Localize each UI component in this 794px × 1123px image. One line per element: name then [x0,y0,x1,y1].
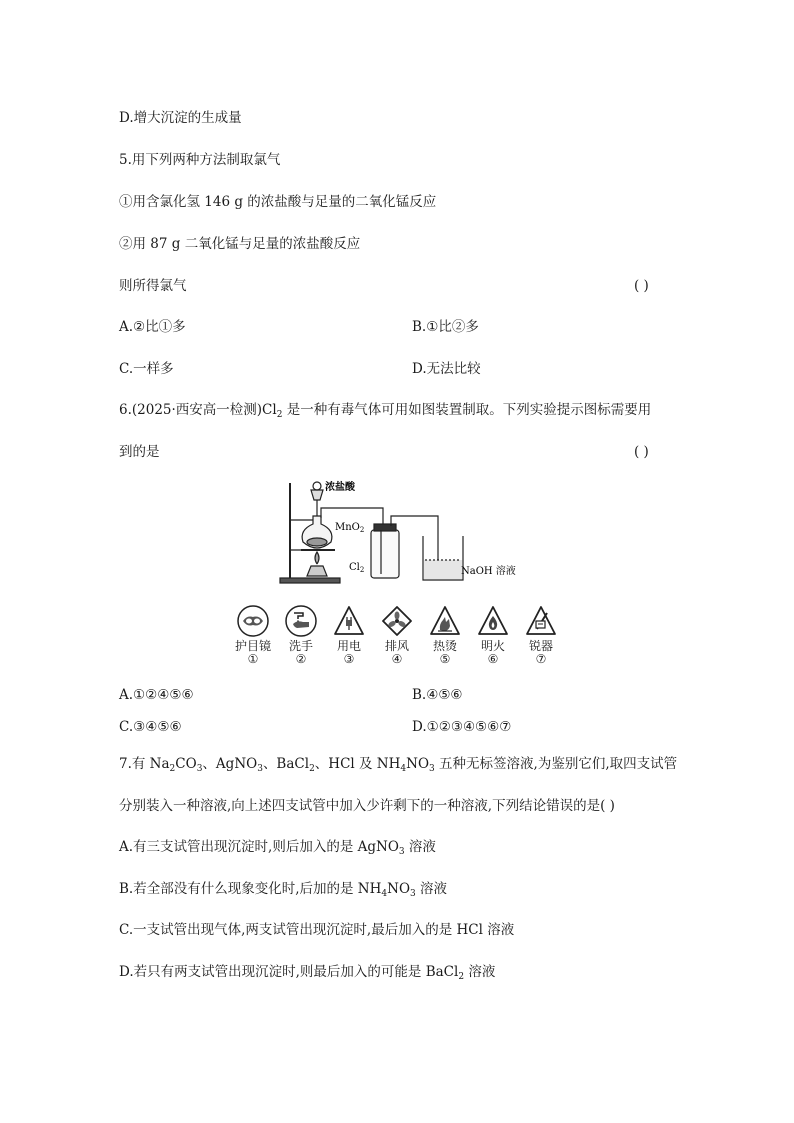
cl2-label: $Cl_2$ [349,562,365,574]
mno2-label: MnO$_2$ [335,522,365,534]
naoh-label: NaOH 溶液 [461,566,516,577]
q5-ask: 则所得氯气 [119,278,187,294]
q6-option-c: C.③④⑤⑥ [119,719,182,735]
q6-option-a: A.①②④⑤⑥ [119,687,194,703]
electricity-icon-cell [329,605,369,666]
q7-option-d [119,963,495,981]
flame-icon [477,605,509,637]
fan-icon [381,605,413,637]
q7-sub: 2 [309,764,315,774]
q6-option-d: D.①②③④⑤⑥⑦ [412,719,512,735]
q7-text: 溶液 [415,881,448,897]
q7-text: B.若全部没有什么现象变化时,后加的是 NH [119,881,382,897]
q6-stem-sub: 2 [276,410,283,420]
q7-sub: 3 [398,847,405,857]
q6-stem [119,401,651,419]
q7-sub: 4 [381,889,388,899]
icon-number: ③ [343,652,355,666]
icon-number: ⑥ [487,652,499,666]
q5-option-a: A.②比①多 [119,319,186,335]
goggles-icon [237,605,269,637]
q7-text: D.若只有两支试管出现沉淀时,则最后加入的可能是 BaCl [119,964,459,980]
goggles-icon-cell [233,605,273,666]
q6-stem-pre: 6.(2025·西安高一检测)Cl [119,402,277,418]
q6-stem-line2: 到的是 [119,444,160,460]
acid-label: 浓盐酸 [325,482,355,493]
q5-option-c: C.一样多 [119,361,174,377]
q7-option-a [119,838,436,856]
wash-hands-icon-cell [281,605,321,666]
q6-answer-bracket: ( ) [634,444,649,460]
sharp-objects-icon-cell [521,605,561,666]
q7-text: NO [387,881,411,897]
hot-surface-icon [429,605,461,637]
q7-text: CO [175,756,197,772]
ventilation-icon-cell [377,605,417,666]
q5-method-2: ②用 87 g 二氧化锰与足量的浓盐酸反应 [119,236,361,252]
q7-text: 五种无标签溶液,为鉴别它们,取四支试管 [434,756,678,772]
q7-sub: 3 [257,764,263,774]
icon-label: 锐器 [528,639,553,653]
q5-option-d: D.无法比较 [412,361,481,377]
q5-option-b: B.①比②多 [412,319,479,335]
icon-label: 明火 [480,639,505,653]
q7-sub: 3 [196,764,203,774]
q7-text: 、BaCl [262,756,310,772]
q7-sub: 3 [410,889,416,899]
q7-text: 溶液 [404,839,436,855]
hot-surface-icon-cell [425,605,465,666]
apparatus-diagram [275,478,535,588]
icon-label: 洗手 [288,639,313,653]
icon-label: 护目镜 [234,639,271,653]
icon-number: ④ [391,652,403,666]
q7-text: 7.有 Na [119,756,170,772]
q7-text: 、HCl 及 NH [314,756,401,772]
q4-option-d: D.增大沉淀的生成量 [119,110,242,126]
q7-sub: 3 [429,764,435,774]
q7-text: NO [406,756,430,772]
icon-number: ② [295,652,307,666]
icon-number: ⑦ [535,652,547,666]
open-flame-icon-cell [473,605,513,666]
q7-sub: 2 [458,972,465,982]
icon-label: 用电 [336,639,361,653]
q7-option-c: C.一支试管出现气体,两支试管出现沉淀时,最后加入的是 HCl 溶液 [119,922,515,938]
wash-hands-icon [285,605,317,637]
q7-sub: 2 [169,764,176,774]
q7-sub: 4 [400,764,407,774]
q7-text: 溶液 [464,964,496,980]
icon-label: 热烫 [432,639,457,653]
q7-option-b [119,880,447,898]
apparatus-figure [275,478,535,588]
icon-number: ① [247,652,259,666]
q7-text: A.有三支试管出现沉淀时,则后加入的是 AgNO [119,839,399,855]
q7-stem [119,755,677,773]
q5-answer-bracket: ( ) [634,278,649,294]
electricity-icon [333,605,365,637]
q7-stem-line2: 分别装入一种溶液,向上述四支试管中加入少许剩下的一种溶液,下列结论错误的是( ) [119,798,615,814]
icon-number: ⑤ [439,652,451,666]
q6-option-b: B.④⑤⑥ [412,687,463,703]
safety-icons-row [233,605,563,675]
q5-stem: 5.用下列两种方法制取氯气 [119,152,281,168]
sharp-objects-icon [525,605,557,637]
q6-stem-post: 是一种有毒气体可用如图装置制取。下列实验提示图标需要用 [282,402,652,418]
icon-label: 排风 [384,639,409,653]
q7-text: 、AgNO [202,756,258,772]
q5-method-1: ①用含氯化氢 146 g 的浓盐酸与足量的二氧化锰反应 [119,194,437,210]
